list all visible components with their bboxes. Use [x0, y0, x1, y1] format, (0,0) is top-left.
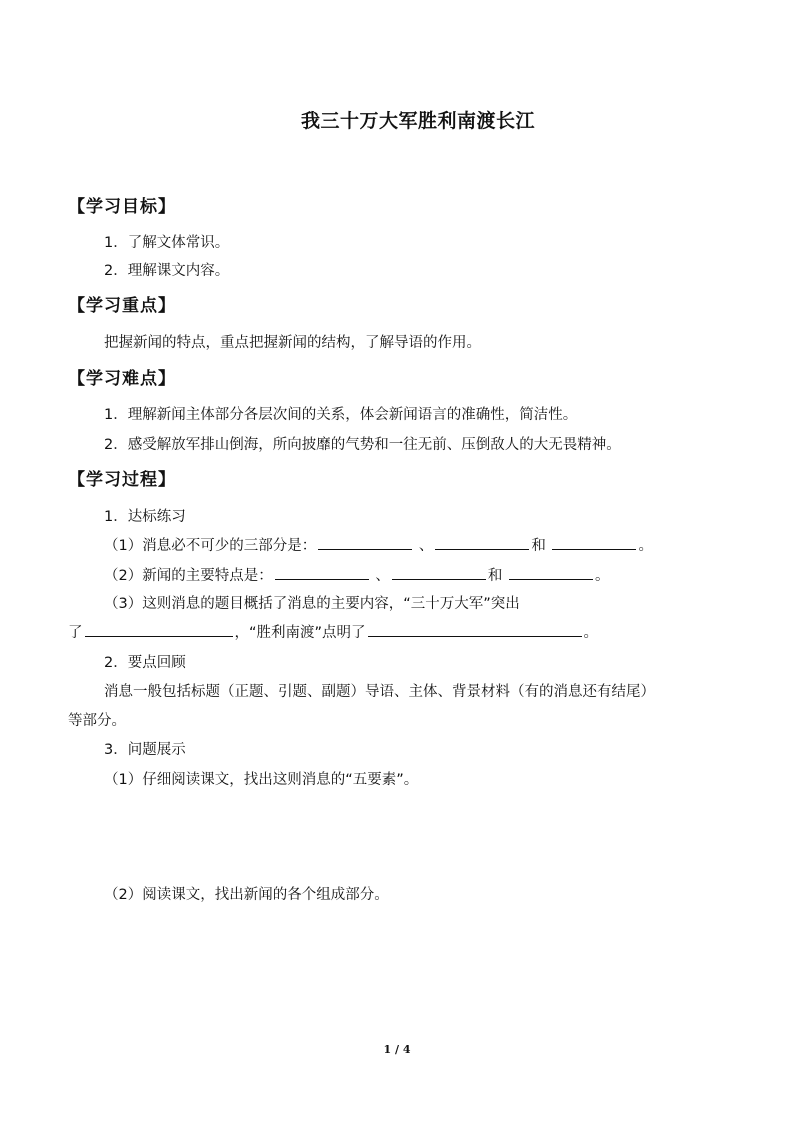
goal-item: 2．理解课文内容。: [104, 263, 230, 279]
question-item: （2）阅读课文，找出新闻的各个组成部分。: [104, 887, 389, 903]
question-item: （1）仔细阅读课文，找出这则消息的“五要素”。: [104, 772, 419, 788]
fill-blank[interactable]: [552, 535, 636, 550]
heading-difficulties: 【学习难点】: [68, 369, 176, 389]
practice-question-3: （3）这则消息的题目概括了消息的主要内容，“三十万大军”突出: [104, 596, 520, 612]
document-title: 我三十万大军胜利南渡长江: [300, 110, 535, 132]
practice-label: 1．达标练习: [104, 509, 186, 525]
fill-blank[interactable]: [368, 622, 582, 637]
page-number: 1 / 4: [383, 1043, 411, 1056]
goal-item: 1．了解文体常识。: [104, 235, 230, 251]
fill-blank[interactable]: [85, 622, 233, 637]
review-label: 2．要点回顾: [104, 655, 186, 671]
difficulty-item: 1．理解新闻主体部分各层次间的关系，体会新闻语言的准确性，简洁性。: [104, 407, 578, 423]
fill-blank[interactable]: [318, 535, 412, 550]
practice-question-1: （1）消息必不可少的三部分是： 、 和 。: [104, 535, 653, 556]
key-points-text: 把握新闻的特点，重点把握新闻的结构，了解导语的作用。: [104, 335, 481, 351]
fill-blank[interactable]: [275, 565, 369, 580]
fill-blank[interactable]: [392, 565, 486, 580]
review-text-cont: 等部分。: [68, 713, 126, 729]
heading-process: 【学习过程】: [68, 470, 176, 490]
practice-question-3-cont: 了 ，“胜利南渡”点明了 。: [68, 622, 598, 643]
heading-learning-goals: 【学习目标】: [68, 197, 176, 217]
heading-key-points: 【学习重点】: [68, 296, 176, 316]
fill-blank[interactable]: [509, 565, 593, 580]
fill-blank[interactable]: [435, 535, 529, 550]
review-text: 消息一般包括标题（正题、引题、副题）导语、主体、背景材料（有的消息还有结尾）: [104, 684, 655, 700]
practice-question-2: （2）新闻的主要特点是： 、 和 。: [104, 565, 609, 586]
difficulty-item: 2．感受解放军排山倒海，所向披靡的气势和一往无前、压倒敌人的大无畏精神。: [104, 437, 621, 453]
questions-label: 3．问题展示: [104, 742, 186, 758]
